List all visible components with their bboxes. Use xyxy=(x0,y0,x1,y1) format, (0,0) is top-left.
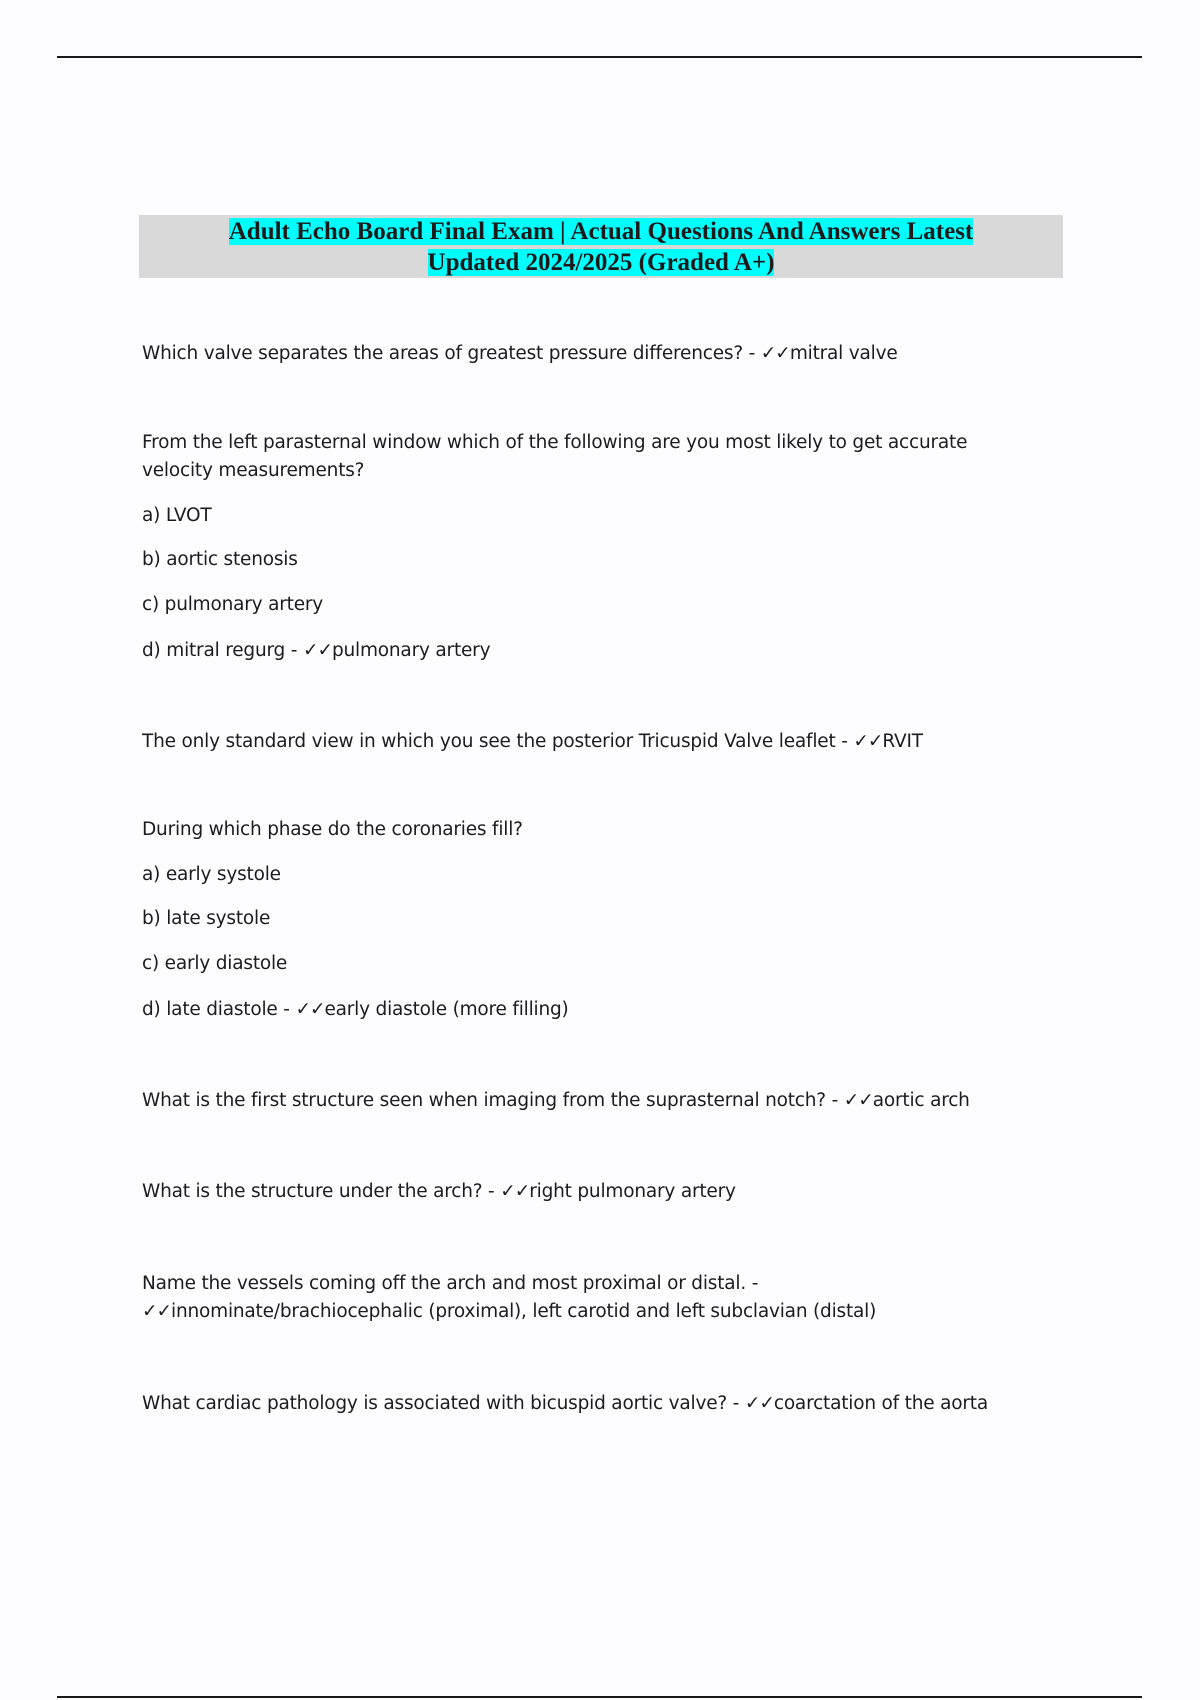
qa-item-5 xyxy=(142,1087,970,1115)
option-d-text: d) mitral regurg - xyxy=(142,640,303,661)
answer-text: right pulmonary artery xyxy=(529,1181,736,1202)
answer-text: mitral valve xyxy=(789,343,898,364)
answer-text: early diastole (more filling) xyxy=(324,999,569,1020)
option-c: c) early diastole xyxy=(142,953,288,974)
answer-text: coarctation of the aorta xyxy=(773,1393,988,1414)
option-a: a) LVOT xyxy=(142,505,212,526)
qa-item-3 xyxy=(142,728,923,756)
double-check-icon: ✓✓ xyxy=(843,1090,873,1111)
question-text: Name the vessels coming off the arch and most proximal or distal. - xyxy=(142,1273,759,1294)
qa-item-1 xyxy=(142,340,898,368)
option-b: b) aortic stenosis xyxy=(142,549,298,570)
bottom-rule xyxy=(57,1696,1142,1698)
qa-item-8 xyxy=(142,1390,988,1418)
question-text: Which valve separates the areas of greatest pressure differences? - xyxy=(142,343,761,364)
qa-item-7 xyxy=(142,1270,1042,1326)
double-check-icon: ✓✓ xyxy=(302,640,332,661)
double-check-icon: ✓✓ xyxy=(744,1393,774,1414)
option-b: b) late systole xyxy=(142,908,271,929)
question-text: What is the structure under the arch? - xyxy=(142,1181,501,1202)
answer-text: innominate/brachiocephalic (proximal), left carotid and left subclavian (distal) xyxy=(171,1301,877,1322)
question-text: What cardiac pathology is associated with bicuspid aortic valve? - xyxy=(142,1393,745,1414)
option-d xyxy=(142,637,490,665)
double-check-icon: ✓✓ xyxy=(295,999,325,1020)
title-line-1: Adult Echo Board Final Exam | Actual Questions And Answers Latest xyxy=(228,218,974,245)
option-d-text: d) late diastole - xyxy=(142,999,296,1020)
top-rule xyxy=(57,56,1142,58)
option-d xyxy=(142,996,569,1024)
option-c: c) pulmonary artery xyxy=(142,594,324,615)
answer-text: aortic arch xyxy=(872,1090,970,1111)
option-a: a) early systole xyxy=(142,864,281,885)
qa-item-4-question: During which phase do the coronaries fill? xyxy=(142,819,523,840)
title-line-2: Updated 2024/2025 (Graded A+) xyxy=(427,249,775,276)
question-text: The only standard view in which you see the posterior Tricuspid Valve leaflet - xyxy=(142,731,854,752)
qa-item-6 xyxy=(142,1178,736,1206)
answer-text: pulmonary artery xyxy=(331,640,491,661)
qa-item-2-question: From the left parasternal window which of the following are you most likely to get accurate velocity measurements? xyxy=(142,432,968,481)
document-title xyxy=(139,216,1063,278)
question-text: What is the first structure seen when imaging from the suprasternal notch? - xyxy=(142,1090,844,1111)
double-check-icon: ✓✓ xyxy=(142,1301,172,1322)
double-check-icon: ✓✓ xyxy=(760,343,790,364)
double-check-icon: ✓✓ xyxy=(853,731,883,752)
double-check-icon: ✓✓ xyxy=(500,1181,530,1202)
answer-text: RVIT xyxy=(882,731,923,752)
